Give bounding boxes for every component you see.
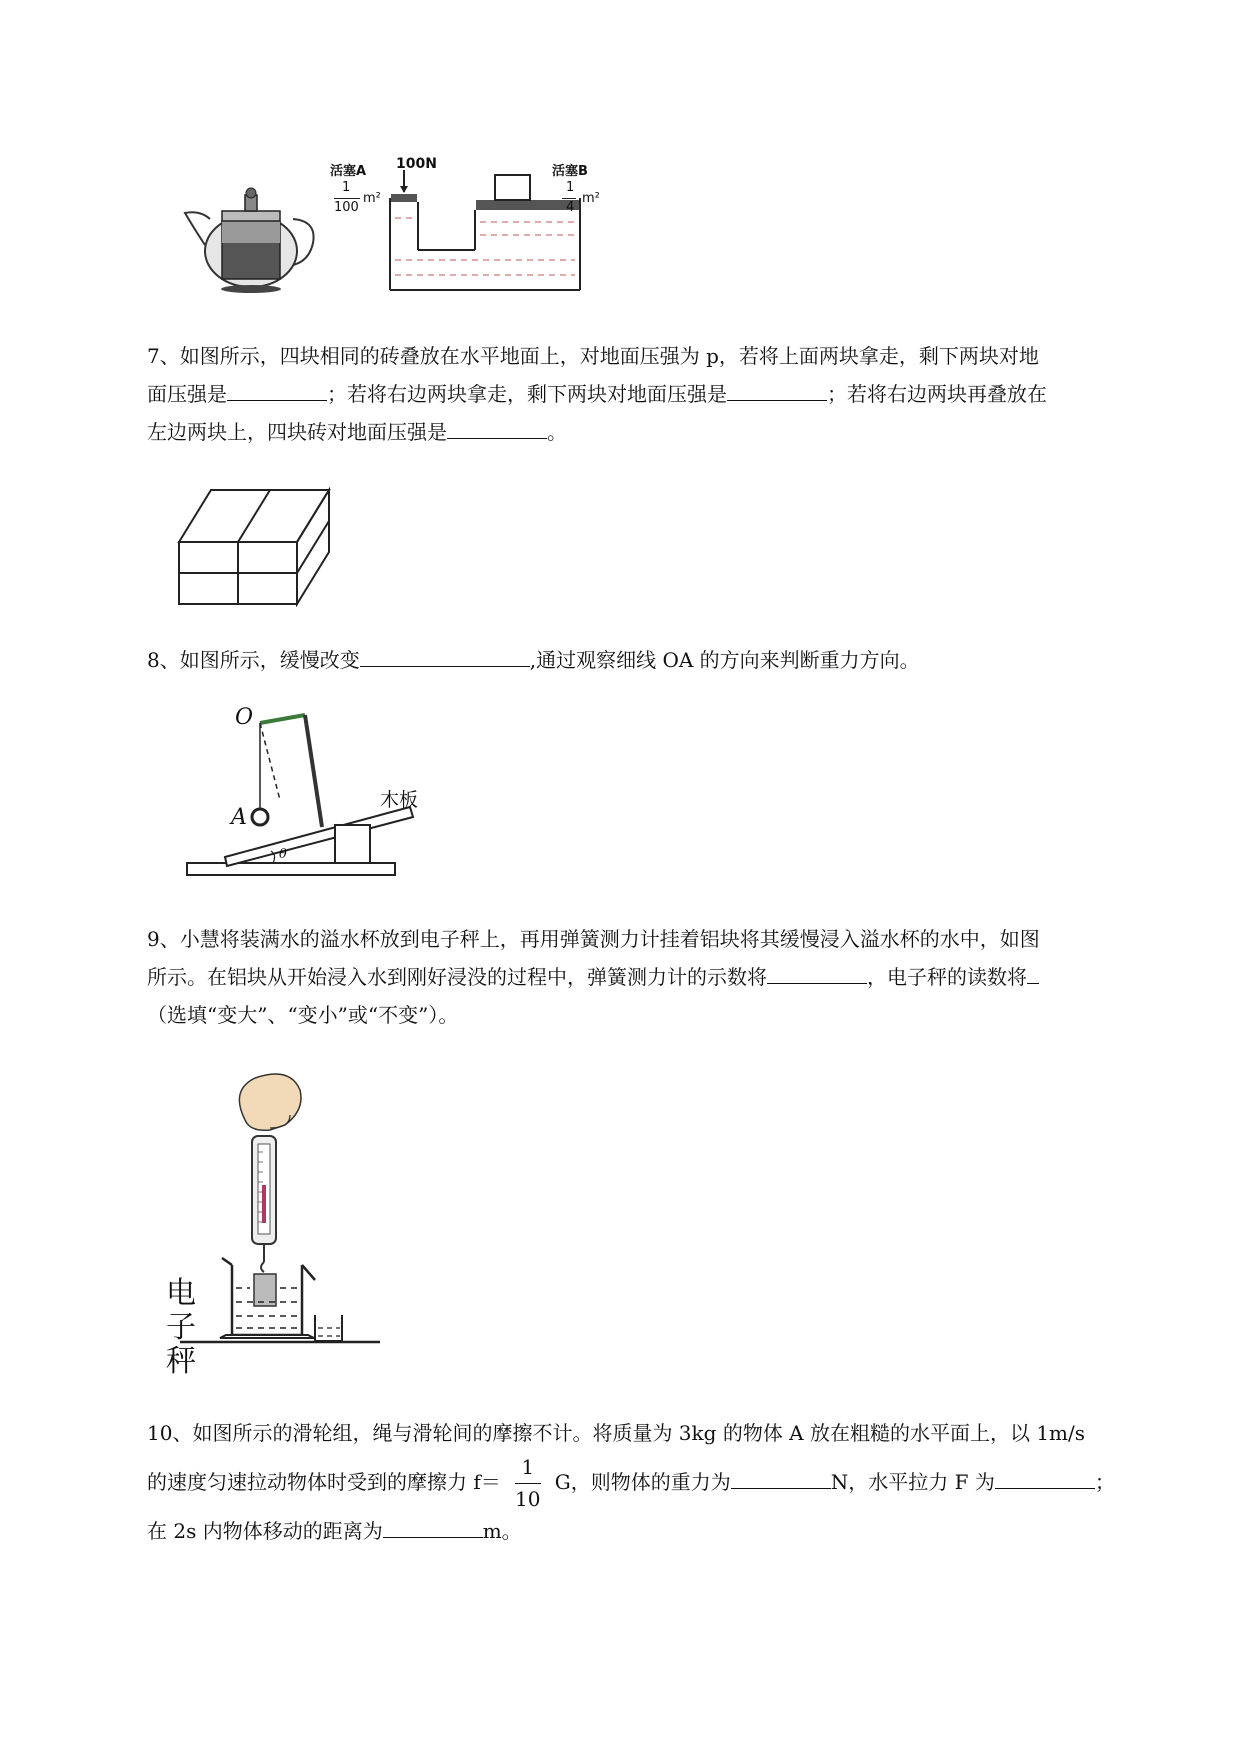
question-text: 的速度匀速拉动物体时受到的摩擦力 f＝ <box>147 1470 501 1494</box>
question-text: N，水平拉力 F 为 <box>830 1470 995 1494</box>
answer-blank[interactable] <box>727 378 827 401</box>
question-text: ； <box>1094 1470 1115 1494</box>
fraction-denominator: 10 <box>515 1487 541 1511</box>
bricks-figure <box>175 485 335 607</box>
question-text: 、小慧将装满水的溢水杯放到电子秤上，再用弹簧测力计挂着铝块将其缓慢浸入溢水杯的水中，如图 <box>159 927 1040 951</box>
piston-a-area-num: 1 <box>342 180 351 195</box>
question-9 <box>147 920 1147 1034</box>
piston-a-label: 活塞A <box>330 164 367 179</box>
scale-label-1: 电 <box>166 1276 196 1311</box>
friction-fraction <box>515 1456 541 1511</box>
answer-blank[interactable] <box>1027 961 1039 984</box>
fraction-bar <box>515 1483 541 1484</box>
piston-a-area-bar <box>334 198 360 199</box>
question-number: 8 <box>147 648 160 672</box>
piston-b-area-den: 4 <box>566 200 575 215</box>
question-text: m。 <box>482 1519 522 1543</box>
question-text: ，电子秤的读数将 <box>867 965 1027 989</box>
question-text: ；若将右边两块拿走，剩下两块对地面压强是 <box>327 382 727 406</box>
question-text: 、如图所示，缓慢改变 <box>159 648 360 672</box>
question-7 <box>147 337 1147 451</box>
point-a-label: A <box>231 805 247 830</box>
question-10-line-3 <box>147 1512 1147 1550</box>
question-text: 、如图所示的滑轮组，绳与滑轮间的摩擦不计。将质量为 3kg 的物体 A 放在粗糙的水平面上，以 1m/s <box>172 1421 1086 1445</box>
question-9-line-1 <box>147 920 1147 958</box>
piston-b-area-bar <box>562 198 576 199</box>
incline-figure <box>185 705 435 880</box>
piston-b-area-num: 1 <box>566 180 575 195</box>
question-9-line-3 <box>147 996 1147 1034</box>
scale-label-2: 子 <box>166 1310 196 1345</box>
board-label: 木板 <box>380 789 419 811</box>
question-number: 7 <box>147 344 160 368</box>
question-text: 左边两块上，四块砖对地面压强是 <box>147 420 447 444</box>
question-8 <box>147 641 1147 679</box>
fraction-numerator: 1 <box>521 1455 535 1479</box>
question-number: 9 <box>147 927 160 951</box>
teapot-figure <box>175 185 325 295</box>
answer-blank[interactable] <box>767 961 867 984</box>
answer-blank[interactable] <box>360 644 530 667</box>
question-10-line-1 <box>147 1414 1147 1452</box>
answer-blank[interactable] <box>383 1515 483 1538</box>
piston-a-area-den: 100 <box>334 200 359 215</box>
question-text: ,通过观察细线 OA 的方向来判断重力方向。 <box>529 648 920 672</box>
question-text: （选填“变大”、“变小”或“不变”）。 <box>147 1003 459 1027</box>
question-9-line-2 <box>147 958 1147 996</box>
scale-label-3: 秤 <box>166 1344 196 1379</box>
answer-blank[interactable] <box>447 416 547 439</box>
question-text: 在 2s 内物体移动的距离为 <box>147 1519 383 1543</box>
question-8-line-1 <box>147 641 1147 679</box>
electronic-scale-figure <box>166 1070 400 1380</box>
question-7-line-2 <box>147 375 1147 413</box>
question-text: G，则物体的重力为 <box>554 1470 731 1494</box>
question-text: 所示。在铝块从开始浸入水到刚好浸没的过程中，弹簧测力计的示数将 <box>147 965 767 989</box>
piston-a-unit: m² <box>363 191 381 206</box>
question-10 <box>147 1414 1147 1550</box>
answer-blank[interactable] <box>995 1466 1095 1489</box>
answer-blank[interactable] <box>227 378 327 401</box>
question-number: 10 <box>147 1421 173 1445</box>
question-7-line-3 <box>147 413 1147 451</box>
question-10-line-2 <box>147 1452 1147 1512</box>
question-text: ；若将右边两块再叠放在 <box>827 382 1047 406</box>
question-7-line-1 <box>147 337 1147 375</box>
angle-label: θ <box>279 847 287 862</box>
piston-b-unit: m² <box>582 191 600 206</box>
answer-blank[interactable] <box>731 1466 831 1489</box>
question-text: 、如图所示，四块相同的砖叠放在水平地面上，对地面压强为 p，若将上面两块拿走，剩下两块对地 <box>159 344 1039 368</box>
question-text: 面压强是 <box>147 382 227 406</box>
question-text: 。 <box>547 420 567 444</box>
piston-b-label: 活塞B <box>552 164 588 179</box>
force-label: 100N <box>396 156 437 172</box>
piston-device-figure <box>330 156 620 295</box>
point-o-label: O <box>235 705 254 730</box>
